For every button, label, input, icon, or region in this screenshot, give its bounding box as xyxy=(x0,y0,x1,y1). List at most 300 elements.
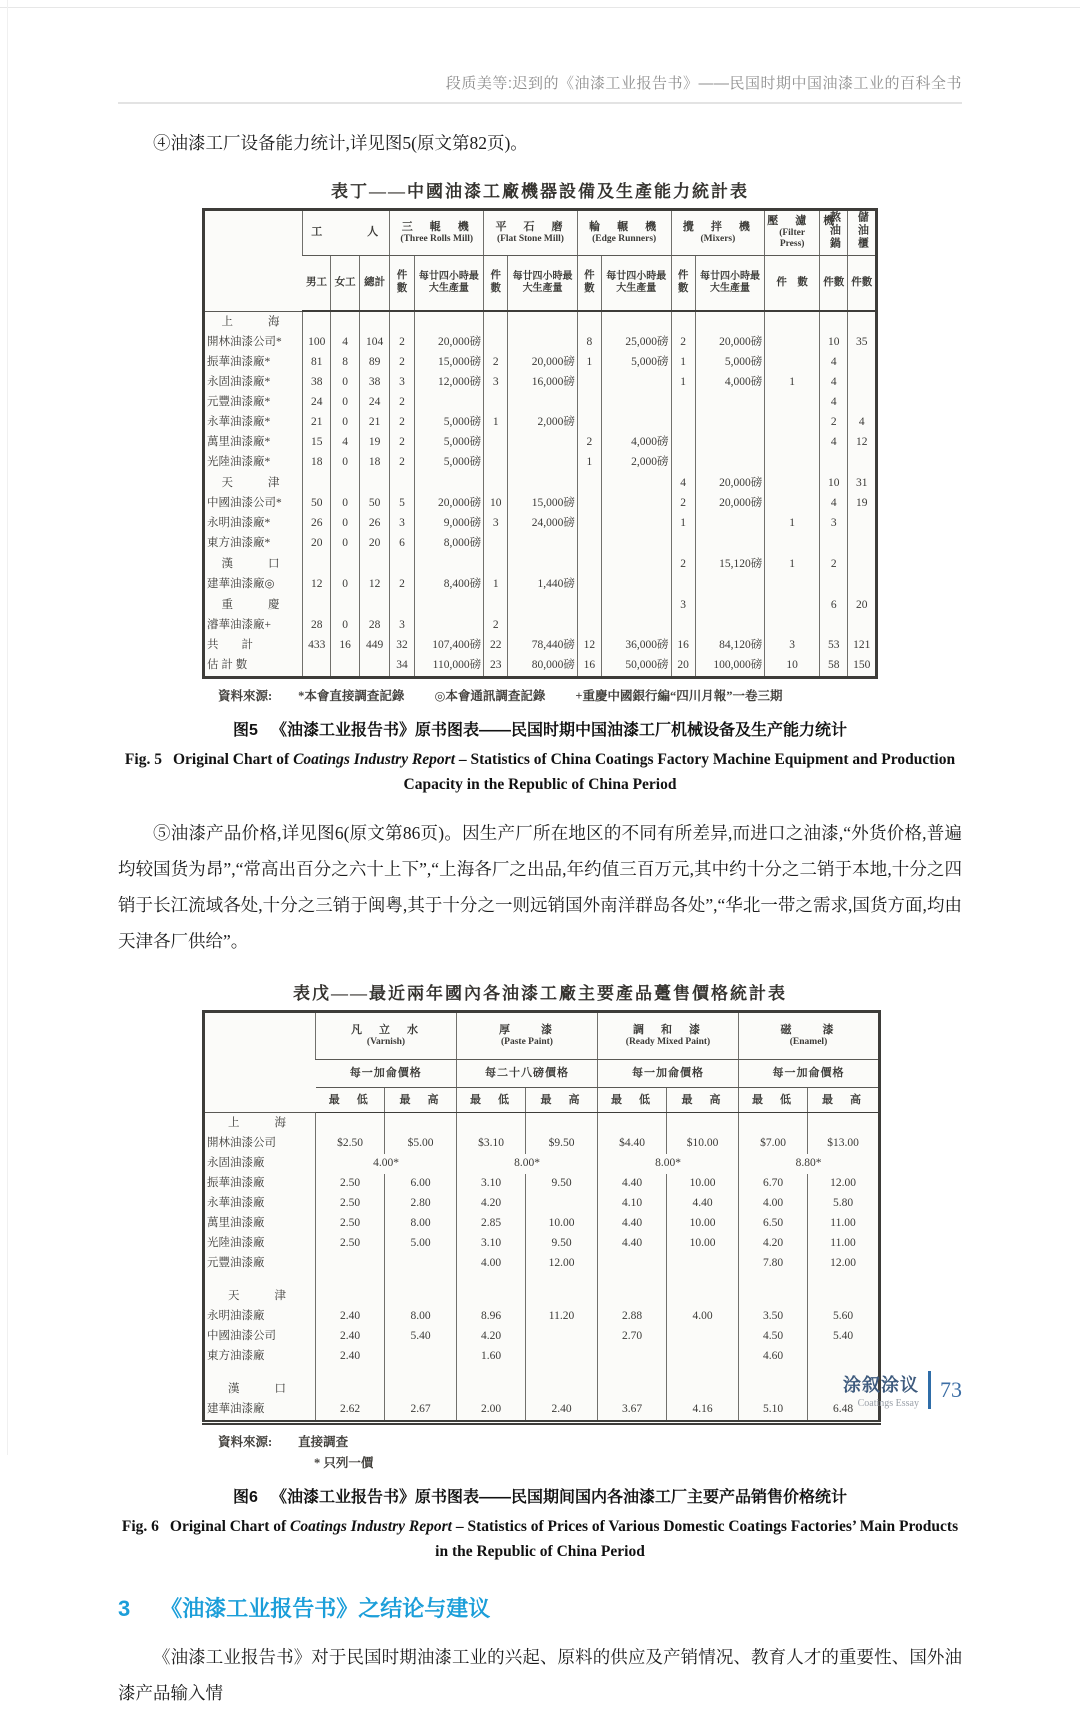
table-cell xyxy=(667,1254,739,1274)
table-cell: 15,120磅 xyxy=(695,554,765,575)
table-cell xyxy=(667,1327,739,1347)
table-cell: 16,000磅 xyxy=(508,373,578,393)
table-cell xyxy=(808,1347,880,1367)
table-cell: 8.00 xyxy=(385,1214,457,1234)
fig6-caption-zh xyxy=(118,1484,962,1507)
table-row xyxy=(204,494,877,514)
table-cell xyxy=(739,1113,808,1135)
table-cell xyxy=(303,311,331,333)
fig5-caption xyxy=(118,717,962,797)
table-cell: 2.85 xyxy=(457,1214,526,1234)
table-cell xyxy=(765,333,820,353)
table-cell: 2 xyxy=(390,433,414,453)
table-cell xyxy=(695,616,765,636)
table-cell: $13.00 xyxy=(808,1134,880,1154)
table-cell: 12.00 xyxy=(808,1254,880,1274)
table-cell: 449 xyxy=(359,636,390,656)
fig6-caption-report-title: Coatings Industry Report xyxy=(290,1518,452,1536)
section-number: 3 xyxy=(118,1596,131,1622)
table-cell: $2.50 xyxy=(316,1134,385,1154)
table-cell: 9,000磅 xyxy=(414,514,484,534)
table-cell: 81 xyxy=(303,353,331,373)
table-cell xyxy=(457,1367,526,1379)
table-cell xyxy=(695,413,765,433)
table-cell xyxy=(671,311,695,333)
table-cell xyxy=(671,433,695,453)
table-row xyxy=(204,1234,880,1254)
fig6-max-header: 最 高 xyxy=(667,1088,739,1113)
fig5-threeroll-header: 三 輥 機 (Three Rolls Mill) xyxy=(390,210,484,256)
table-cell: 38 xyxy=(359,373,390,393)
table-cell: 5.10 xyxy=(739,1400,808,1423)
table-cell: 3 xyxy=(484,373,508,393)
table-cell: 8.00 xyxy=(385,1307,457,1327)
page-footer xyxy=(843,1371,962,1409)
fig6-enamel-header: 磁 漆 (Enamel) xyxy=(739,1012,880,1060)
table-cell xyxy=(577,554,601,575)
row-label: 開林油漆公司 xyxy=(207,1137,276,1150)
table-cell xyxy=(602,413,672,433)
row-label: 上 海 xyxy=(228,1116,290,1129)
table-cell xyxy=(598,1254,667,1274)
table-cell: $3.10 xyxy=(457,1134,526,1154)
table-row xyxy=(204,575,877,595)
table-cell xyxy=(667,1347,739,1367)
table-cell: 25,000磅 xyxy=(602,333,672,353)
table-cell: 4.20 xyxy=(457,1327,526,1347)
table-cell: 0 xyxy=(331,373,359,393)
table-cell: 3 xyxy=(390,373,414,393)
table-cell: 4 xyxy=(331,433,359,453)
table-row xyxy=(204,514,877,534)
row-label: 東方油漆廠 xyxy=(207,1350,265,1363)
table-cell: 50,000磅 xyxy=(602,656,672,678)
table-cell xyxy=(484,453,508,473)
table-cell: 433 xyxy=(303,636,331,656)
source-item: ◎本會通訊調查記錄 xyxy=(434,689,546,704)
table-cell: 10 xyxy=(765,656,820,678)
table-cell xyxy=(385,1286,457,1307)
table-cell: 3 xyxy=(765,636,820,656)
table-cell xyxy=(739,1367,808,1379)
table-cell: 4 xyxy=(820,393,848,413)
table-cell: 20,000磅 xyxy=(508,353,578,373)
table-cell: 23 xyxy=(484,656,508,678)
table-cell: 5,000磅 xyxy=(414,433,484,453)
table-cell xyxy=(508,311,578,333)
table-cell xyxy=(331,311,359,333)
fig6-min-header: 最 低 xyxy=(316,1088,385,1113)
table-cell: 32 xyxy=(390,636,414,656)
table-cell xyxy=(316,1379,385,1400)
table-cell xyxy=(414,616,484,636)
table-cell: 4.00 xyxy=(667,1307,739,1327)
table-cell: 5,000磅 xyxy=(602,353,672,373)
table-cell xyxy=(390,595,414,616)
table-cell: 20 xyxy=(848,595,877,616)
table-cell: 6.50 xyxy=(739,1214,808,1234)
table-cell xyxy=(457,1286,526,1307)
table-cell: 5.40 xyxy=(808,1327,880,1347)
fig5-source-note xyxy=(202,686,878,704)
table-cell xyxy=(598,1113,667,1135)
table-cell: 2.50 xyxy=(316,1174,385,1194)
table-cell: 24,000磅 xyxy=(508,514,578,534)
table-cell xyxy=(577,514,601,534)
table-cell: 12 xyxy=(577,636,601,656)
row-label: 天 津 xyxy=(221,476,284,489)
table-cell: 6 xyxy=(820,595,848,616)
table-row xyxy=(204,1367,880,1379)
table-cell: 12 xyxy=(359,575,390,595)
fig6-table xyxy=(202,1010,881,1425)
table-cell xyxy=(577,473,601,494)
table-cell: 84,120磅 xyxy=(695,636,765,656)
fig6-caption-en xyxy=(118,1514,962,1564)
table-row xyxy=(204,1347,880,1367)
table-cell: 104 xyxy=(359,333,390,353)
table-cell xyxy=(316,1367,385,1379)
table-cell: 50 xyxy=(359,494,390,514)
table-row xyxy=(204,1113,880,1135)
table-cell xyxy=(303,473,331,494)
table-cell: 2.50 xyxy=(316,1234,385,1254)
fig6-price-unit-header: 每一加侖價格 xyxy=(598,1060,739,1088)
table-cell: 2 xyxy=(390,413,414,433)
table-cell: $7.00 xyxy=(739,1134,808,1154)
table-cell xyxy=(695,311,765,333)
row-label: 中國油漆公司 xyxy=(207,1330,276,1343)
fig5-caption-zh xyxy=(118,717,962,740)
table-cell xyxy=(577,494,601,514)
table-cell xyxy=(390,554,414,575)
fig5-caption-number-en: Fig. 5 xyxy=(124,751,162,769)
table-cell xyxy=(331,656,359,678)
table-cell: 2 xyxy=(820,554,848,575)
journal-brand-en: Coatings Essay xyxy=(857,1398,919,1409)
fig5-caption-number: 图5 xyxy=(233,722,258,740)
table-cell: 2.50 xyxy=(316,1194,385,1214)
table-cell xyxy=(671,575,695,595)
table-cell: 2 xyxy=(484,353,508,373)
table-cell: 9.50 xyxy=(526,1174,598,1194)
figure-6-scan xyxy=(202,979,878,1471)
table-cell: 4.20 xyxy=(739,1234,808,1254)
fig5-workers-header: 工 人 xyxy=(303,210,390,256)
table-cell xyxy=(848,514,877,534)
table-cell xyxy=(765,494,820,514)
table-cell: 24 xyxy=(359,393,390,413)
table-cell: 20,000磅 xyxy=(414,333,484,353)
table-cell xyxy=(598,1274,667,1286)
table-cell xyxy=(484,554,508,575)
table-cell: 28 xyxy=(359,616,390,636)
fig6-source-note xyxy=(202,1432,878,1471)
table-cell: 1 xyxy=(577,353,601,373)
table-cell: 6.48 xyxy=(808,1400,880,1423)
table-cell xyxy=(820,616,848,636)
row-label: 振華油漆廠* xyxy=(207,356,271,369)
table-cell: 2 xyxy=(484,616,508,636)
table-cell: 28 xyxy=(303,616,331,636)
table-cell xyxy=(695,534,765,554)
table-cell: 4,000磅 xyxy=(695,373,765,393)
table-cell: 16 xyxy=(331,636,359,656)
fig6-min-header: 最 低 xyxy=(598,1088,667,1113)
table-cell: 34 xyxy=(390,656,414,678)
table-cell: 4.40 xyxy=(598,1234,667,1254)
table-cell: 2.40 xyxy=(316,1307,385,1327)
table-cell xyxy=(303,656,331,678)
table-cell: 5,000磅 xyxy=(414,453,484,473)
row-label: 重 慶 xyxy=(221,598,284,611)
table-cell: 4.60 xyxy=(739,1347,808,1367)
table-cell xyxy=(598,1367,667,1379)
table-cell xyxy=(695,393,765,413)
fig6-max-header: 最 高 xyxy=(385,1088,457,1113)
table-cell: 5.40 xyxy=(385,1327,457,1347)
table-cell: 100,000磅 xyxy=(695,656,765,678)
table-cell xyxy=(602,311,672,333)
table-cell xyxy=(848,393,877,413)
table-cell: 2.62 xyxy=(316,1400,385,1423)
table-cell xyxy=(484,595,508,616)
table-cell xyxy=(667,1113,739,1135)
table-cell: 10.00 xyxy=(667,1234,739,1254)
table-cell xyxy=(331,595,359,616)
table-cell xyxy=(577,575,601,595)
table-cell: 4,000磅 xyxy=(602,433,672,453)
table-cell: 1 xyxy=(765,514,820,534)
table-cell: 1.60 xyxy=(457,1347,526,1367)
row-label: 建華油漆廠 xyxy=(207,1403,265,1416)
table-cell xyxy=(526,1379,598,1400)
table-cell: 4.20 xyxy=(457,1194,526,1214)
fig6-price-unit-header: 每一加侖價格 xyxy=(316,1060,457,1088)
table-row xyxy=(204,353,877,373)
fig5-oilpot-header: 熬油鍋 xyxy=(820,210,848,256)
fig5-count-header: 件數 xyxy=(820,255,848,311)
table-cell: 89 xyxy=(359,353,390,373)
table-row xyxy=(204,554,877,575)
row-label: 永明油漆廠 xyxy=(207,1310,265,1323)
table-cell xyxy=(316,1113,385,1135)
table-cell xyxy=(577,534,601,554)
table-cell: 5.80 xyxy=(808,1194,880,1214)
table-row xyxy=(204,373,877,393)
table-row xyxy=(204,1214,880,1234)
table-cell: 19 xyxy=(848,494,877,514)
table-cell xyxy=(598,1347,667,1367)
table-cell: 15,000磅 xyxy=(414,353,484,373)
table-cell: $9.50 xyxy=(526,1134,598,1154)
table-row xyxy=(204,433,877,453)
table-cell: 3 xyxy=(671,595,695,616)
table-cell xyxy=(739,1286,808,1307)
table-cell: 4 xyxy=(331,333,359,353)
table-cell xyxy=(602,575,672,595)
table-cell: 1 xyxy=(671,514,695,534)
fig5-caption-text-zh: 《油漆工业报告书》原书图表——民国时期中国油漆工厂机械设备及生产能力统计 xyxy=(270,722,847,740)
table-cell: 16 xyxy=(671,636,695,656)
header-divider xyxy=(118,102,962,104)
table-cell: 5,000磅 xyxy=(695,353,765,373)
table-cell: 11.20 xyxy=(526,1307,598,1327)
table-cell: 20,000磅 xyxy=(695,494,765,514)
table-row xyxy=(204,1286,880,1307)
table-cell xyxy=(526,1194,598,1214)
table-cell: 8.96 xyxy=(457,1307,526,1327)
table-cell xyxy=(765,616,820,636)
table-cell: 1 xyxy=(577,453,601,473)
fig6-caption-number-en: Fig. 6 xyxy=(121,1518,159,1536)
table-cell xyxy=(303,595,331,616)
table-cell: 26 xyxy=(303,514,331,534)
table-cell: 21 xyxy=(359,413,390,433)
table-cell xyxy=(526,1274,598,1286)
table-cell: 12.00 xyxy=(526,1254,598,1274)
fig5-male-header: 男工 xyxy=(303,255,331,311)
fig5-table-header xyxy=(204,210,877,312)
table-cell: 2.67 xyxy=(385,1400,457,1423)
table-cell xyxy=(331,554,359,575)
row-label: 永華油漆廠* xyxy=(207,416,271,429)
table-cell xyxy=(848,554,877,575)
table-cell xyxy=(765,453,820,473)
table-cell: 6 xyxy=(390,534,414,554)
table-cell xyxy=(577,595,601,616)
row-label: 漢 口 xyxy=(221,557,284,570)
table-cell xyxy=(508,433,578,453)
table-cell: 150 xyxy=(848,656,877,678)
fig5-mixers-header: 攪 拌 機 (Mixers) xyxy=(671,210,765,256)
fig5-capacity-header: 每廿四小時最大生產量 xyxy=(414,255,484,311)
table-cell xyxy=(739,1274,808,1286)
table-row xyxy=(204,1254,880,1274)
table-cell xyxy=(848,616,877,636)
table-cell: 1 xyxy=(671,353,695,373)
table-cell xyxy=(848,575,877,595)
table-cell xyxy=(848,534,877,554)
table-cell xyxy=(602,595,672,616)
table-cell: 5.60 xyxy=(808,1307,880,1327)
table-cell: 0 xyxy=(331,534,359,554)
table-cell: 4 xyxy=(820,433,848,453)
journal-brand-zh: 涂叙涂议 xyxy=(843,1375,919,1395)
table-cell: 10 xyxy=(484,494,508,514)
fig6-caption-prefix: Original Chart of xyxy=(169,1518,291,1536)
fig5-corner-cell xyxy=(204,210,303,312)
table-row xyxy=(204,1400,880,1423)
table-cell: 18 xyxy=(303,453,331,473)
table-cell xyxy=(390,311,414,333)
source-label: 資料來源: xyxy=(218,1435,273,1450)
table-cell: 121 xyxy=(848,636,877,656)
table-cell xyxy=(602,393,672,413)
table-cell xyxy=(414,311,484,333)
fig5-capacity-header: 每廿四小時最大生產量 xyxy=(508,255,578,311)
table-cell: 20,000磅 xyxy=(695,333,765,353)
table-cell: 2,000磅 xyxy=(508,413,578,433)
table-cell: 4.10 xyxy=(598,1194,667,1214)
table-cell xyxy=(765,413,820,433)
table-cell: 100 xyxy=(303,333,331,353)
row-label: 萬里油漆廠 xyxy=(207,1217,265,1230)
fig5-table-body xyxy=(204,311,877,678)
table-cell xyxy=(765,473,820,494)
table-cell: 31 xyxy=(848,473,877,494)
table-cell: 2.40 xyxy=(526,1400,598,1423)
table-cell: 53 xyxy=(820,636,848,656)
table-cell xyxy=(359,311,390,333)
table-cell xyxy=(457,1274,526,1286)
table-cell: 2.50 xyxy=(316,1214,385,1234)
table-cell: 4.40 xyxy=(598,1214,667,1234)
row-label: 漢 口 xyxy=(228,1382,290,1395)
fig6-paste-header: 厚 漆 (Paste Paint) xyxy=(457,1012,598,1060)
row-label: 估 計 數 xyxy=(207,659,248,672)
table-cell: 12 xyxy=(303,575,331,595)
table-cell xyxy=(820,534,848,554)
table-cell xyxy=(765,311,820,333)
table-cell: 20,000磅 xyxy=(695,473,765,494)
table-cell xyxy=(414,473,484,494)
table-cell: 3.10 xyxy=(457,1234,526,1254)
fig6-price-unit-header: 每二十八磅價格 xyxy=(457,1060,598,1088)
table-cell: $10.00 xyxy=(667,1134,739,1154)
table-cell xyxy=(808,1286,880,1307)
table-cell xyxy=(508,616,578,636)
table-cell: 2 xyxy=(390,393,414,413)
fig6-price-unit-header: 每一加侖價格 xyxy=(739,1060,880,1088)
table-cell xyxy=(602,616,672,636)
table-row xyxy=(204,636,877,656)
table-row xyxy=(204,473,877,494)
table-cell: $5.00 xyxy=(385,1134,457,1154)
row-label: 元豐油漆廠 xyxy=(207,1257,265,1270)
table-cell: 8.00* xyxy=(457,1154,598,1174)
table-row xyxy=(204,1379,880,1400)
table-cell: 2 xyxy=(671,494,695,514)
table-cell: 4.00 xyxy=(457,1254,526,1274)
fig5-filterpress-header: 壓 濾 機 (Filter Press) xyxy=(765,210,820,256)
row-label: 光陸油漆廠* xyxy=(207,456,271,469)
table-cell xyxy=(526,1367,598,1379)
fig6-caption-number: 图6 xyxy=(233,1489,258,1507)
row-label: 建華油漆廠◎ xyxy=(207,578,275,591)
table-cell: 0 xyxy=(331,453,359,473)
table-cell: 4 xyxy=(671,473,695,494)
paragraph-equipment-stats: ④油漆工厂设备能力统计,详见图5(原文第82页)。 xyxy=(153,133,528,153)
table-cell: 4.40 xyxy=(667,1194,739,1214)
table-cell: 2.70 xyxy=(598,1327,667,1347)
table-cell: 3.10 xyxy=(457,1174,526,1194)
table-cell: 2.40 xyxy=(316,1347,385,1367)
table-cell xyxy=(508,393,578,413)
table-cell xyxy=(385,1113,457,1135)
fig6-table-title: 表戊——最近兩年國內各油漆工廠主要產品躉售價格統計表 xyxy=(293,984,787,1004)
table-cell: 1 xyxy=(671,373,695,393)
table-cell xyxy=(385,1367,457,1379)
table-cell xyxy=(820,575,848,595)
row-label: 天 津 xyxy=(228,1289,290,1302)
table-cell xyxy=(820,453,848,473)
table-cell: 4.00 xyxy=(739,1194,808,1214)
table-cell: 2.00 xyxy=(457,1400,526,1423)
table-cell xyxy=(671,616,695,636)
paragraph-prices: ⑤油漆产品价格,详见图6(原文第86页)。因生产厂所在地区的不同有所差异,而进口之油漆,“外货价格,普遍均较国货为昂”,“常高出百分之六十上下”,“上海各厂之出品,年约值三百万元,其中约十分之二销于本地,十分之四销于长江流域各处,十分之三销于闽粤,其于十分之一则远销国外南洋群岛各处”,“华北一带之需求,国货方面,均由天津各厂供给”。 xyxy=(118,823,962,952)
table-cell: 3 xyxy=(484,514,508,534)
